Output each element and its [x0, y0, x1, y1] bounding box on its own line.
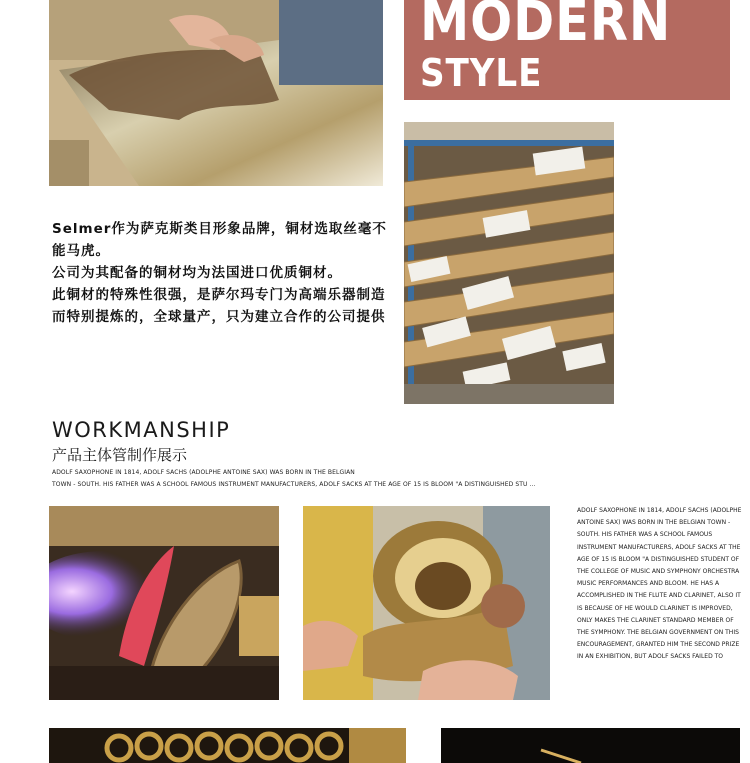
brass-tubes-photo [49, 728, 406, 763]
intro-line-3: 此铜材的特殊性很强，是萨尔玛专门为高端乐器制造而特别提炼的，全球量产，只为建立合作的公司提供 [52, 287, 386, 325]
intro-paragraph [52, 218, 397, 328]
modern-style-banner [404, 0, 730, 100]
workmanship-title: WORKMANSHIP [52, 418, 231, 442]
workmanship-subtitle: 产品主体管制作展示 [52, 446, 188, 464]
intro-line-1: Selmer作为萨克斯类目形象品牌，铜材选取丝毫不能马虎。 [52, 221, 387, 259]
brass-sheet-cutting-photo [49, 0, 383, 186]
hand-brass-bell-photo [303, 506, 550, 700]
workmanship-text-line-2: TOWN - SOUTH. HIS FATHER WAS A SCHOOL FAMOUS INSTRUMENT MANUFACTURERS, ADOLF SACKS AT THE AGE OF 15 IS BLOOM "A DISTINGUISHED STU ... [52, 481, 536, 488]
side-description: ADOLF SAXOPHONE IN 1814, ADOLF SACHS (ADOLPHE ANTOINE SAX) WAS BORN IN THE BELGIAN TOWN - SOUTH. HIS FATHER WAS A SCHOOL FAMOUS INSTRUMENT MANUFACTURERS, ADOLF SACKS AT THE AGE OF 15 IS BLOOM "A DISTINGUISHED STUDENT OF THE COLLEGE OF MUSIC AND SYMPHONY ORCHESTRA MUSIC PERFORMANCES AND BLOOM. HE HAS A ACCOMPLISHED IN THE FLUTE AND CLARINET, ALSO IT IS BECAUSE OF HE WOULD CLARINET IS IMPROVED, ONLY MAKES THE CLARINET STANDARD MEMBER OF THE SYMPHONY. THE BELGIAN GOVERNMENT ON THIS ENCOURAGEMENT, GRANTED HIM THE SECOND PRIZE IN AN EXHIBITION, BUT ADOLF SACKS FAILED TO [577, 507, 742, 661]
intro-line-2: 公司为其配备的铜材均为法国进口优质铜材。 [52, 265, 342, 281]
banner-line-2: STYLE [420, 51, 543, 95]
workmanship-text-line-1: ADOLF SAXOPHONE IN 1814, ADOLF SACHS (ADOLPHE ANTOINE SAX) WAS BORN IN THE BELGIAN [52, 469, 355, 476]
dark-detail-photo [441, 728, 740, 763]
banner-line-1: MODERN [420, 0, 672, 53]
brass-rods-rack-photo [404, 122, 614, 404]
torch-brazing-photo [49, 506, 279, 700]
